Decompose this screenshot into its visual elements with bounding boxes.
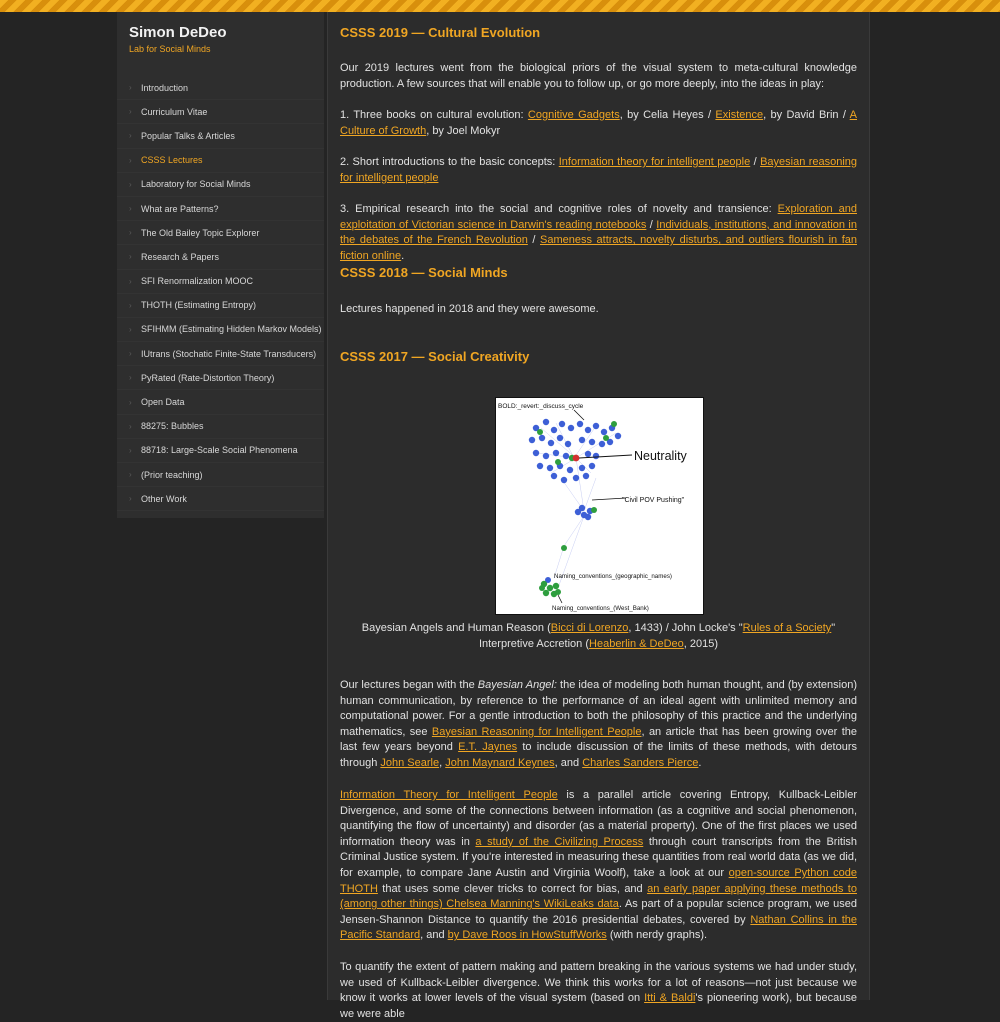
chevron-right-icon: › (129, 494, 132, 504)
sidebar-item-label: IUtrans (Stochatic Finite-State Transducers) (141, 348, 317, 359)
sidebar-item-label: THOTH (Estimating Entropy) (141, 300, 257, 311)
link-french-revolution[interactable]: Individuals, institutions, and innovation in the debates of the French Revolution (340, 218, 857, 247)
sidebar-item-label: 88718: Large-Scale Social Phenomena (141, 445, 298, 456)
chevron-right-icon: › (129, 276, 132, 286)
sidebar-item-label: Curriculum Vitae (141, 106, 208, 117)
chevron-right-icon: › (129, 300, 132, 310)
link-darwin-notebooks[interactable]: Exploration and exploitation of Victorian science in Darwin's reading notebooks (340, 203, 857, 231)
svg-text:Naming_conventions_(geographic: Naming_conventions_(geographic_names) (554, 573, 672, 580)
sidebar-item-thoth-estimating-entropy[interactable] (117, 294, 324, 318)
chevron-right-icon: › (129, 470, 132, 480)
link-bayesian-reasoning[interactable]: Bayesian reasoning for intelligent people (340, 156, 858, 184)
link-john-maynard-keynes[interactable]: John Maynard Keynes (445, 756, 555, 769)
link-john-searle[interactable]: John Searle (380, 756, 440, 769)
section-title-2018: CSSS 2018 — Social Minds (340, 265, 508, 280)
sidebar-item-open-data[interactable] (117, 390, 324, 414)
chevron-right-icon: › (129, 204, 132, 214)
intros-paragraph: 2. Short introductions to the basic concepts: Information theory for intelligent people / Bayesian reasoning for intelligent people (340, 156, 858, 184)
chevron-right-icon: › (129, 228, 132, 238)
sidebar-item-sfi-renormalization-mooc[interactable] (117, 270, 324, 294)
kl-divergence-paragraph: To quantify the extent of pattern making and pattern breaking in the various systems we had under study, we used of Kullback-Leibler divergence. We think this works for a lot of reasons—not just because we know it works at lower levels of the visual system (based on Itti & Baldi's pioneering work), but because we were able (340, 961, 857, 1020)
chevron-right-icon: › (129, 83, 132, 93)
chevron-right-icon: › (129, 131, 132, 141)
link-wikileaks-paper[interactable]: an early paper applying these methods to (among other things) Chelsea Manning's WikiLeaks data (340, 882, 857, 911)
link-fan-fiction[interactable]: Sameness attracts, novelty disturbs, and outliers flourish in fan fiction online (340, 234, 857, 262)
link-rules-of-a-society[interactable]: Rules of a Society (742, 622, 832, 634)
chevron-right-icon: › (129, 349, 132, 359)
chevron-right-icon: › (129, 107, 132, 117)
sidebar-item-label: 88275: Bubbles (141, 421, 204, 432)
section-title-2019: CSSS 2019 — Cultural Evolution (340, 25, 541, 40)
link-thoth-code[interactable]: open-source Python code THOTH (340, 866, 857, 895)
sidebar-item-label: The Old Bailey Topic Explorer (141, 227, 260, 238)
chevron-right-icon: › (129, 179, 132, 189)
chevron-right-icon: › (129, 421, 132, 431)
bayesian-angel-paragraph: Our lectures began with the Bayesian Angel: the idea of modeling both human thought, and (by extension) human communication, by reference to the performance of an ideal agent with unlimited memory and computational power. For a gentle introduction to both the philosophy of this practice and the underlying mathematics, see Bayesian Reasoning for Intelligent People, an article that has been growing over the last few years beyond E.T. Jaynes to include discussion of the limits of these methods, with detours through John Searle, John Maynard Keynes, and Charles Sanders Pierce. (340, 679, 858, 769)
chevron-right-icon: › (129, 252, 132, 262)
link-itti-baldi[interactable]: Itti & Baldi (644, 992, 696, 1005)
site-title[interactable]: Simon DeDeo (129, 24, 227, 41)
chevron-right-icon: › (129, 324, 132, 334)
sidebar-item-label: Open Data (141, 397, 185, 408)
sidebar-item-label: PyRated (Rate-Distortion Theory) (141, 372, 275, 383)
sidebar-item-label: Research & Papers (141, 251, 220, 262)
chevron-right-icon: › (129, 445, 132, 455)
sidebar-item-label: Laboratory for Social Minds (141, 179, 251, 190)
information-theory-paragraph: Information Theory for Intelligent People is a parallel article covering Entropy, Kullback-Leibler Divergence, and some of the connections between information (as a cognitive and social phenomenon, quantifying the flow of uncertainty) and disorder (as a material property). One of the first places we used information theory was in a study of the Civilizing Process through court transcripts from the British Criminal Justice system. If you're interested in measuring these quantities from real world data (as we did, for example, to compare Jane Austin and Virginia Woolf), take a look at our open-source Python code THOTH that uses some clever tricks to correct for bias, and an early paper applying these methods to (among other things) Chelsea Manning's WikiLeaks data. As part of a popular science program, we used Jensen-Shannon Distance to quantify the 2016 presidential debates, covered by Nathan Collins in the Pacific Standard, and by Dave Roos in HowStuffWorks (with nerdy graphs). (340, 789, 858, 942)
link-howstuffworks[interactable]: by Dave Roos in HowStuffWorks (447, 929, 607, 942)
sidebar-item-what-are-patterns[interactable] (117, 197, 324, 221)
link-information-theory-article[interactable]: Information Theory for Intelligent People (340, 789, 558, 801)
sidebar-item-sfihmm-estimating-hidden-markov-models[interactable] (117, 318, 324, 342)
sidebar-item-curriculum-vitae[interactable] (117, 100, 324, 124)
sidebar-item-88718-large-scale-social-phenomena[interactable] (117, 439, 324, 463)
sidebar-item-laboratory-for-social-minds[interactable] (117, 173, 324, 197)
link-civilizing-process[interactable]: a study of the Civilizing Process (475, 835, 644, 848)
figure-caption: Bayesian Angels and Human Reason (Bicci di Lorenzo, 1433) / John Locke's "Rules of a Society" Interpretive Accretion (Heaberlin & DeDeo, 2015) (361, 622, 836, 650)
sidebar-item-label: Popular Talks & Articles (141, 130, 235, 141)
sidebar-item-other-work[interactable] (117, 487, 324, 511)
sidebar-item-research-papers[interactable] (117, 245, 324, 269)
sidebar-item-label: What are Patterns? (141, 203, 219, 214)
link-bicci-di-lorenzo[interactable]: Bicci di Lorenzo (550, 622, 629, 634)
link-bayesian-reasoning-article[interactable]: Bayesian Reasoning for Intelligent People (431, 725, 642, 738)
svg-text:BOLD:_revert:_discuss_cycle: BOLD:_revert:_discuss_cycle (498, 403, 584, 410)
intro-2019: Our 2019 lectures went from the biological priors of the visual system to meta-cultural knowledge production. A few sources that will enable you to follow up, or go more deeply, into the ideas in play: (340, 62, 857, 90)
sidebar-item-label: Introduction (141, 82, 189, 93)
sidebar-item-label: SFI Renormalization MOOC (141, 276, 254, 287)
link-existence[interactable]: Existence (715, 109, 764, 121)
chevron-right-icon: › (129, 397, 132, 407)
link-charles-sanders-pierce[interactable]: Charles Sanders Pierce (582, 756, 699, 769)
sidebar-item-pyrated-rate-distortion-theory[interactable] (117, 366, 324, 390)
sidebar-nav (117, 76, 324, 511)
network-figure (495, 397, 704, 615)
svg-text:Naming_conventions_(West_Bank): Naming_conventions_(West_Bank) (552, 605, 649, 612)
chevron-right-icon: › (129, 373, 132, 383)
books-paragraph: 1. Three books on cultural evolution: Cognitive Gadgets, by Celia Heyes / Existence, by David Brin / A Culture of Growth, by Joel Mokyr (340, 109, 858, 137)
sidebar-item-the-old-bailey-topic-explorer[interactable] (117, 221, 324, 245)
sidebar (117, 12, 324, 518)
sidebar-item-introduction[interactable] (117, 76, 324, 100)
link-heaberlin-dedeo[interactable]: Heaberlin & DeDeo (589, 637, 684, 650)
text-2018: Lectures happened in 2018 and they were awesome. (340, 303, 599, 315)
sidebar-item-label: Other Work (141, 493, 187, 504)
sidebar-item-label: (Prior teaching) (141, 469, 203, 480)
section-title-2017: CSSS 2017 — Social Creativity (340, 349, 530, 364)
link-information-theory[interactable]: Information theory for intelligent people (558, 156, 751, 168)
top-stripe-bar (0, 0, 1000, 12)
sidebar-item-csss-lectures[interactable] (117, 149, 324, 173)
link-culture-of-growth[interactable]: A Culture of Growth (340, 109, 858, 137)
chevron-right-icon: › (129, 155, 132, 165)
link-pacific-standard[interactable]: Nathan Collins in the Pacific Standard (340, 913, 857, 942)
sidebar-item-iutrans-stochatic-finite-state-transducers[interactable] (117, 342, 324, 366)
sidebar-item-label: SFIHMM (Estimating Hidden Markov Models) (141, 324, 322, 335)
network-graph-image (496, 398, 703, 614)
sidebar-item-prior-teaching[interactable] (117, 463, 324, 487)
sidebar-item-88275-bubbles[interactable] (117, 415, 324, 439)
empirical-paragraph: 3. Empirical research into the social and cognitive roles of novelty and transience: Exploration and exploitation of Victorian science in Darwin's reading notebooks / Individuals, institutions, and innovation in the debates of the French Revolution / Sameness attracts, novelty disturbs, and outliers flourish in fan fiction online. (340, 203, 857, 262)
svg-text:Neutrality: Neutrality (634, 449, 687, 463)
site-subtitle: Lab for Social Minds (129, 44, 211, 54)
sidebar-item-label: CSSS Lectures (141, 155, 203, 166)
link-cognitive-gadgets[interactable]: Cognitive Gadgets (527, 109, 620, 121)
sidebar-item-popular-talks-articles[interactable] (117, 124, 324, 148)
svg-text:"Civil POV Pushing": "Civil POV Pushing" (622, 497, 685, 504)
main-content (327, 12, 870, 1020)
link-et-jaynes[interactable]: E.T. Jaynes (458, 741, 518, 754)
